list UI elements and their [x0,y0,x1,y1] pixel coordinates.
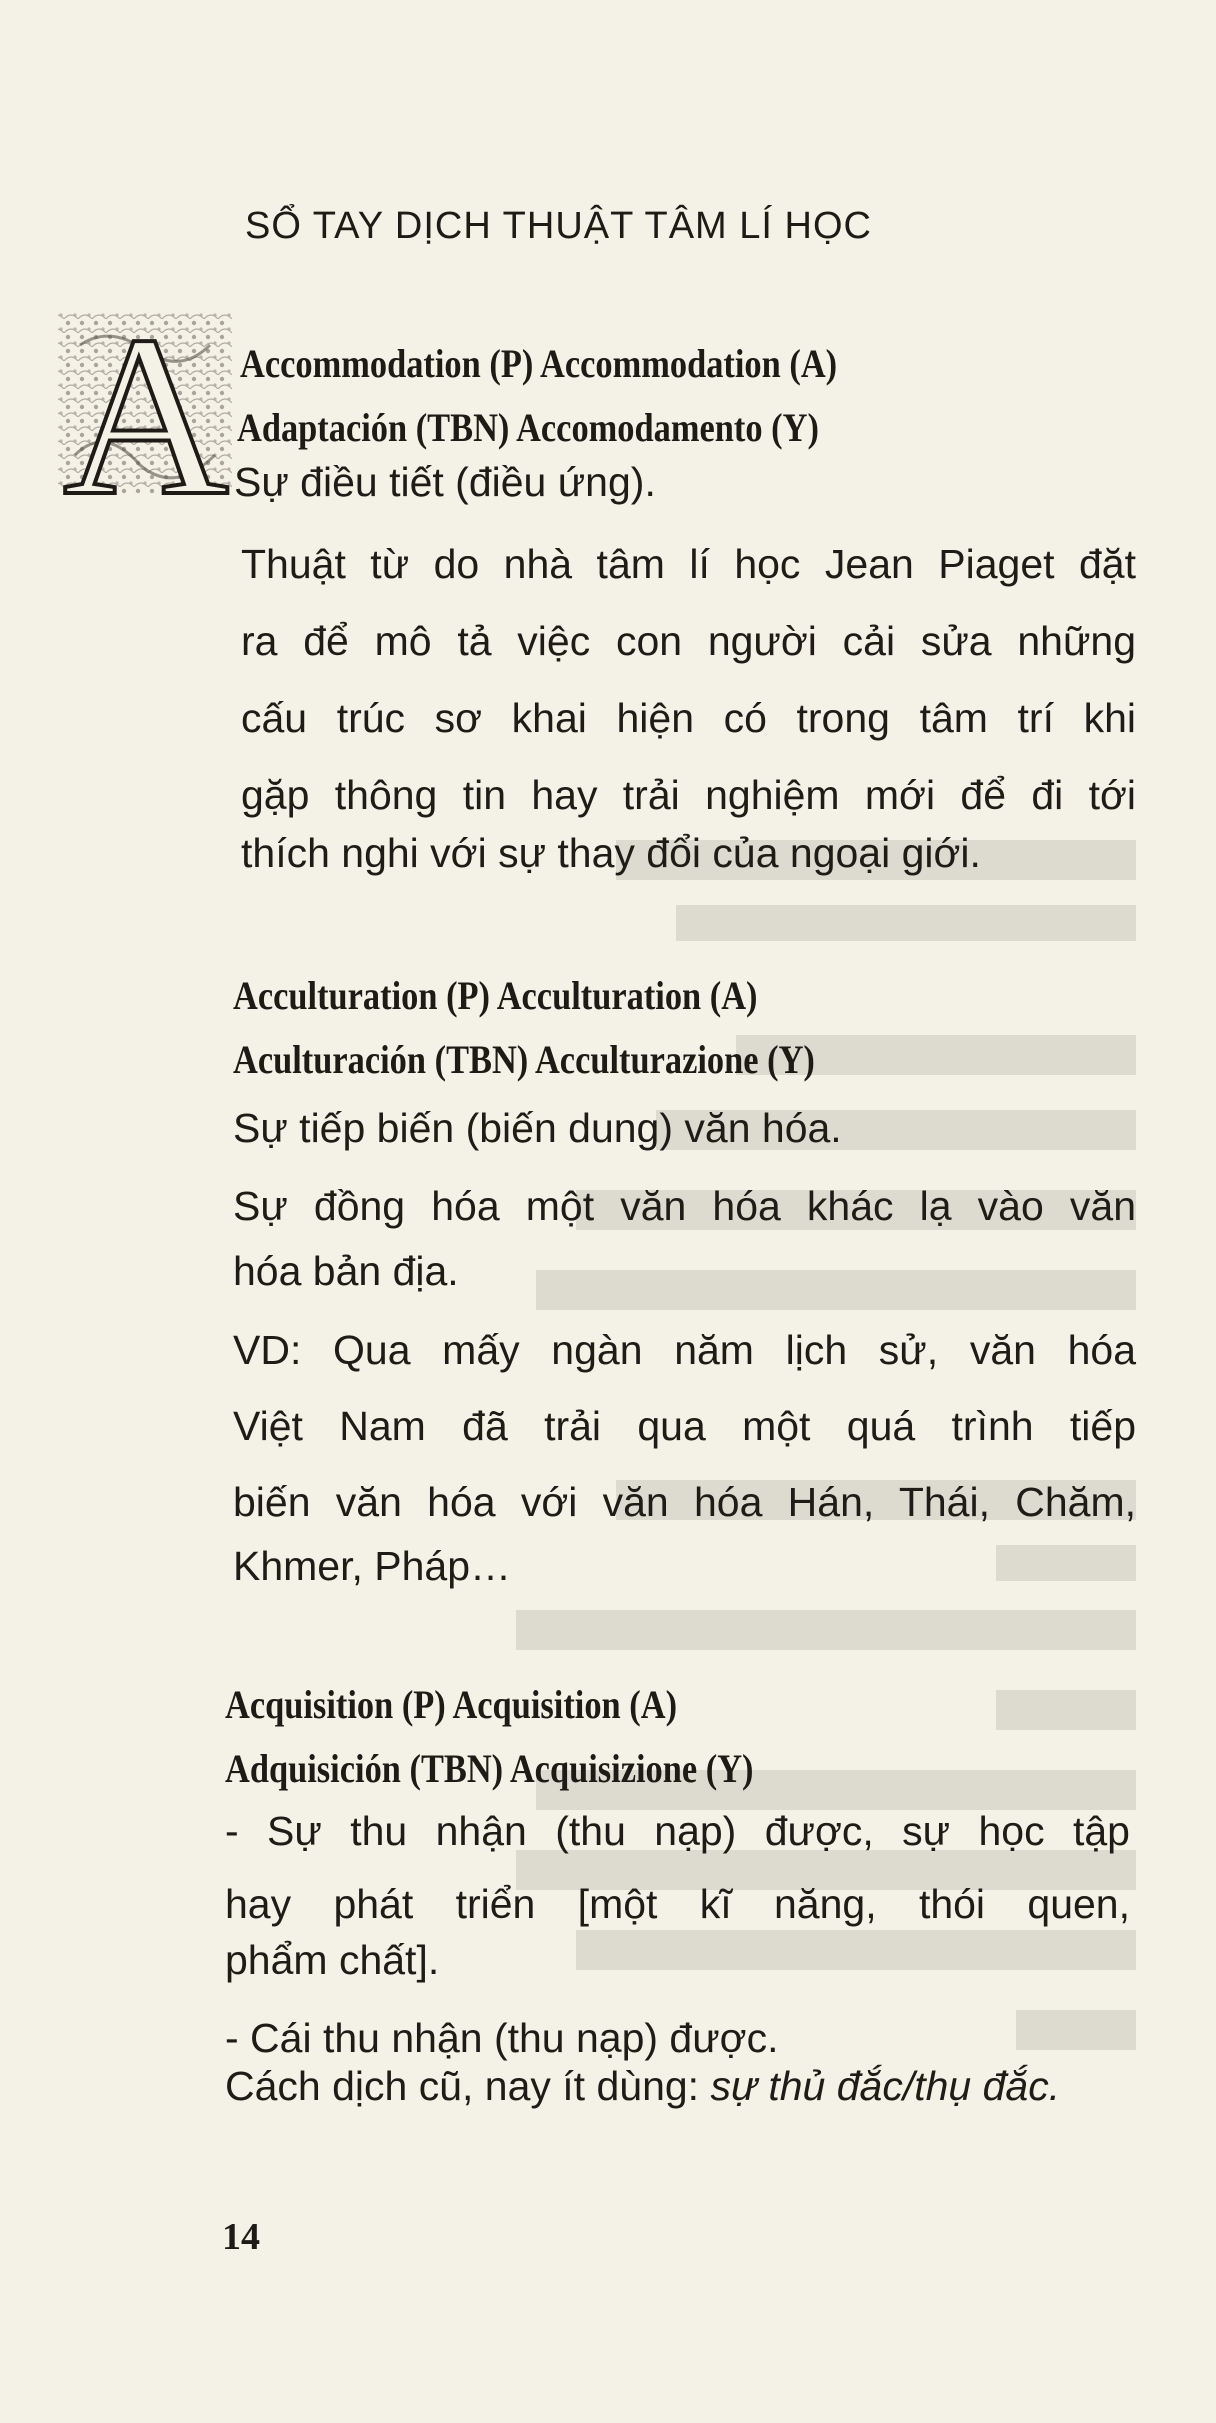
running-head: SỔ TAY DỊCH THUẬT TÂM LÍ HỌC [245,205,872,247]
entry-body-line: phẩm chất]. [225,1937,440,1983]
entry-body-line: cấu trúc sơ khai hiện có trong tâm trí khi [241,695,1136,741]
entry-body-line: Sự đồng hóa một văn hóa khác lạ vào văn [233,1183,1136,1229]
entry-translation: Sự tiếp biến (biến dung) văn hóa. [233,1105,842,1151]
entry-body-line: hay phát triển [một kĩ năng, thói quen, [225,1881,1130,1927]
drop-cap-letter: A [62,305,230,520]
entry-body-line: gặp thông tin hay trải nghiệm mới để đi tới [241,772,1136,818]
entry-term-line: Accommodation (P) Accommodation (A) [240,341,838,386]
entry-note-prefix: Cách dịch cũ, nay ít dùng: [225,2063,711,2109]
entry-body-line: - Sự thu nhận (thu nạp) được, sự học tập [225,1808,1130,1854]
entry-body-line: biến văn hóa với văn hóa Hán, Thái, Chăm, [233,1479,1136,1525]
entry-term-line: Acculturation (P) Acculturation (A) [233,973,758,1018]
entry-note-italic: sự thủ đắc/thụ đắc. [710,2063,1061,2109]
entry-body-line: hóa bản địa. [233,1248,459,1294]
page-number: 14 [222,2216,260,2258]
entry-body-line: Việt Nam đã trải qua một quá trình tiếp [233,1403,1136,1449]
entry-body-line: - Cái thu nhận (thu nạp) được. [225,2015,779,2061]
entry-body-line: Khmer, Pháp… [233,1543,512,1589]
entry-body-line: Thuật từ do nhà tâm lí học Jean Piaget đặt [241,541,1136,587]
entry-translation: Sự điều tiết (điều ứng). [234,459,656,505]
entry-body-line: ra để mô tả việc con người cải sửa những [241,618,1136,664]
entry-note [225,2048,1060,2124]
entry-term-line: Adaptación (TBN) Accomodamento (Y) [237,405,819,450]
entry-term-line: Acquisition (P) Acquisition (A) [225,1682,678,1727]
decorative-drop-cap [50,305,240,520]
entry-term-line: Adquisición (TBN) Acquisizione (Y) [225,1746,754,1791]
entry-term-line: Aculturación (TBN) Acculturazione (Y) [233,1037,815,1082]
entry-body-line: thích nghi với sự thay đổi của ngoại giới. [241,830,981,876]
entry-body-line: VD: Qua mấy ngàn năm lịch sử, văn hóa [233,1327,1136,1373]
